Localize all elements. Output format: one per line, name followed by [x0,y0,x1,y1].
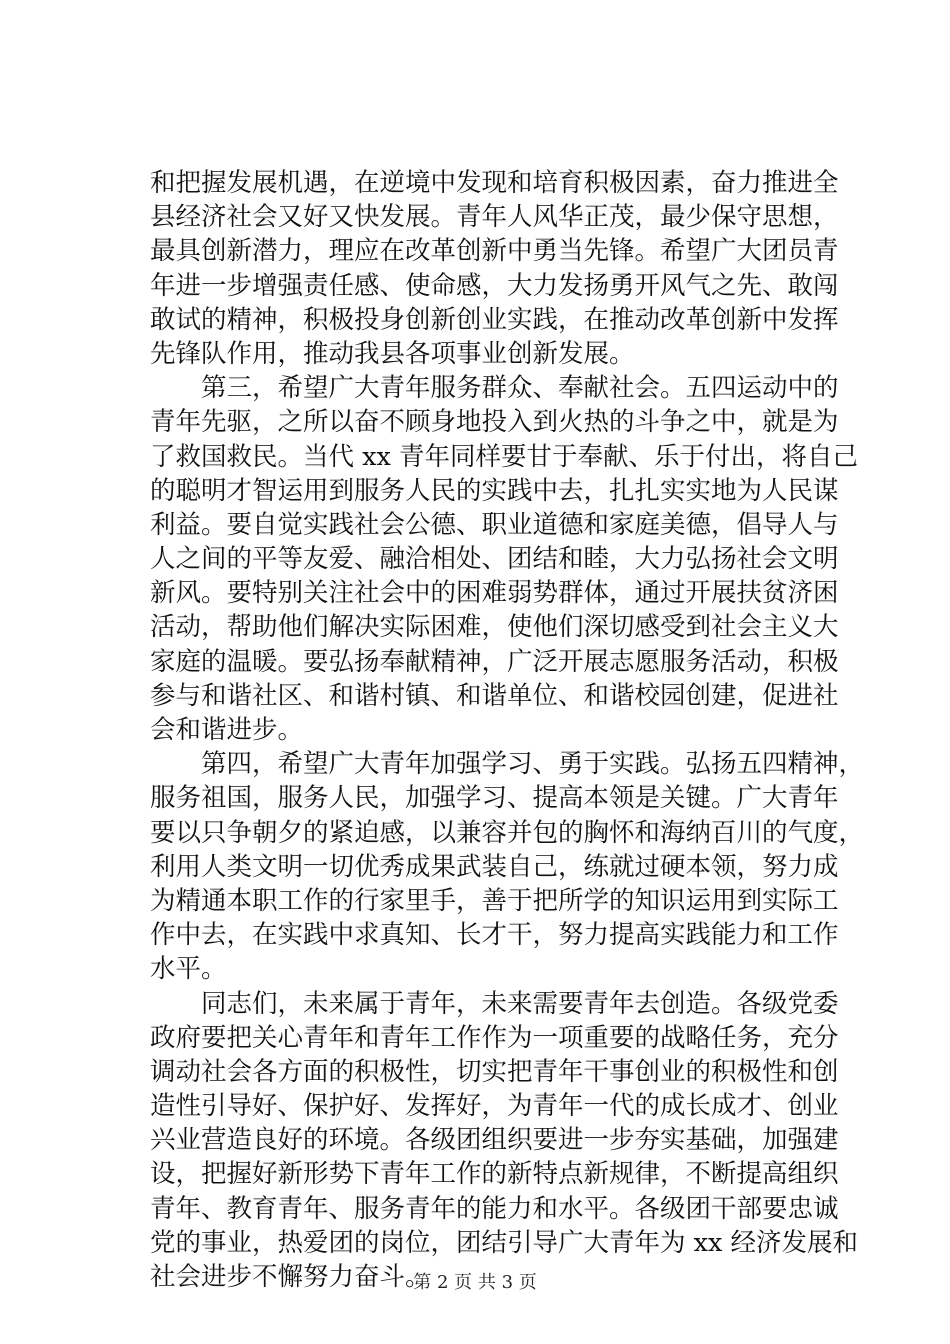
text-line: 第四，希望广大青年加强学习、勇于实践。弘扬五四精神， [150,749,865,780]
text-line: 会和谐进步。 [150,715,304,745]
text-line: 造性引导好、保护好、发挥好，为青年一代的成长成才、创业 [150,1091,839,1122]
text-line: 社会进步不懈努力奋斗。 [150,1262,431,1292]
text-line: 人之间的平等友爱、融洽相处、团结和睦，大力弘扬社会文明 [150,544,839,575]
text-line: 利用人类文明一切优秀成果武装自己，练就过硬本领，努力成 [150,851,839,882]
body-text [150,166,865,1294]
text-line: 先锋队作用，推动我县各项事业创新发展。 [150,338,635,369]
text-line: 新风。要特别关注社会中的困难弱势群体，通过开展扶贫济困 [150,578,839,609]
text-line: 作中去，在实践中求真知、长才干，努力提高实践能力和工作 [150,920,839,951]
page-footer [0,1268,950,1294]
text-line: 利益。要自觉实践社会公德、职业道德和家庭美德，倡导人与 [150,509,839,540]
text-line: 兴业营造良好的环境。各级团组织要进一步夯实基础，加强建 [150,1125,839,1156]
text-line: 青年、教育青年、服务青年的能力和水平。各级团干部要忠诚 [150,1193,839,1224]
text-line: 青年先驱，之所以奋不顾身地投入到火热的斗争之中，就是为 [150,407,839,438]
text-line: 第三，希望广大青年服务群众、奉献社会。五四运动中的 [150,373,839,404]
text-line: 敢试的精神，积极投身创新创业实践，在推动改革创新中发挥 [150,304,839,335]
text-line: 参与和谐社区、和谐村镇、和谐单位、和谐校园创建，促进社 [150,680,839,711]
text-line: 年进一步增强责任感、使命感，大力发扬勇开风气之先、敢闯 [150,270,839,301]
text-line: 为精通本职工作的行家里手，善于把所学的知识运用到实际工 [150,885,839,916]
text-line: 政府要把关心青年和青年工作作为一项重要的战略任务，充分 [150,1022,839,1053]
text-line: 的聪明才智运用到服务人民的实践中去，扎扎实实地为人民谋 [150,475,839,506]
text-line: 活动，帮助他们解决实际困难，使他们深切感受到社会主义大 [150,612,839,643]
text-line: 设，把握好新形势下青年工作的新特点新规律，不断提高组织 [150,1159,839,1190]
text-line: 水平。 [150,954,227,985]
text-line: 服务祖国，服务人民，加强学习、提高本领是关键。广大青年 [150,783,839,814]
text-line: 和把握发展机遇，在逆境中发现和培育积极因素，奋力推进全 [150,168,839,198]
text-line: 要以只争朝夕的紧迫感，以兼容并包的胸怀和海纳百川的气度， [150,817,865,848]
text-line: 同志们，未来属于青年，未来需要青年去创造。各级党委 [150,988,839,1019]
text-line: 县经济社会又好又快发展。青年人风华正茂，最少保守思想， [150,202,839,233]
text-line: 最具创新潜力，理应在改革创新中勇当先锋。希望广大团员青 [150,236,839,267]
text-line: 家庭的温暖。要弘扬奉献精神，广泛开展志愿服务活动，积极 [150,646,839,677]
text-line: 党的事业，热爱团的岗位，团结引导广大青年为 xx 经济发展和 [150,1227,858,1258]
text-line: 了救国救民。当代 xx 青年同样要甘于奉献、乐于付出，将自己 [150,441,858,472]
text-line: 调动社会各方面的积极性，切实把青年干事创业的积极性和创 [150,1056,839,1087]
page-number-label: 第 2 页 共 3 页 [413,1272,537,1293]
